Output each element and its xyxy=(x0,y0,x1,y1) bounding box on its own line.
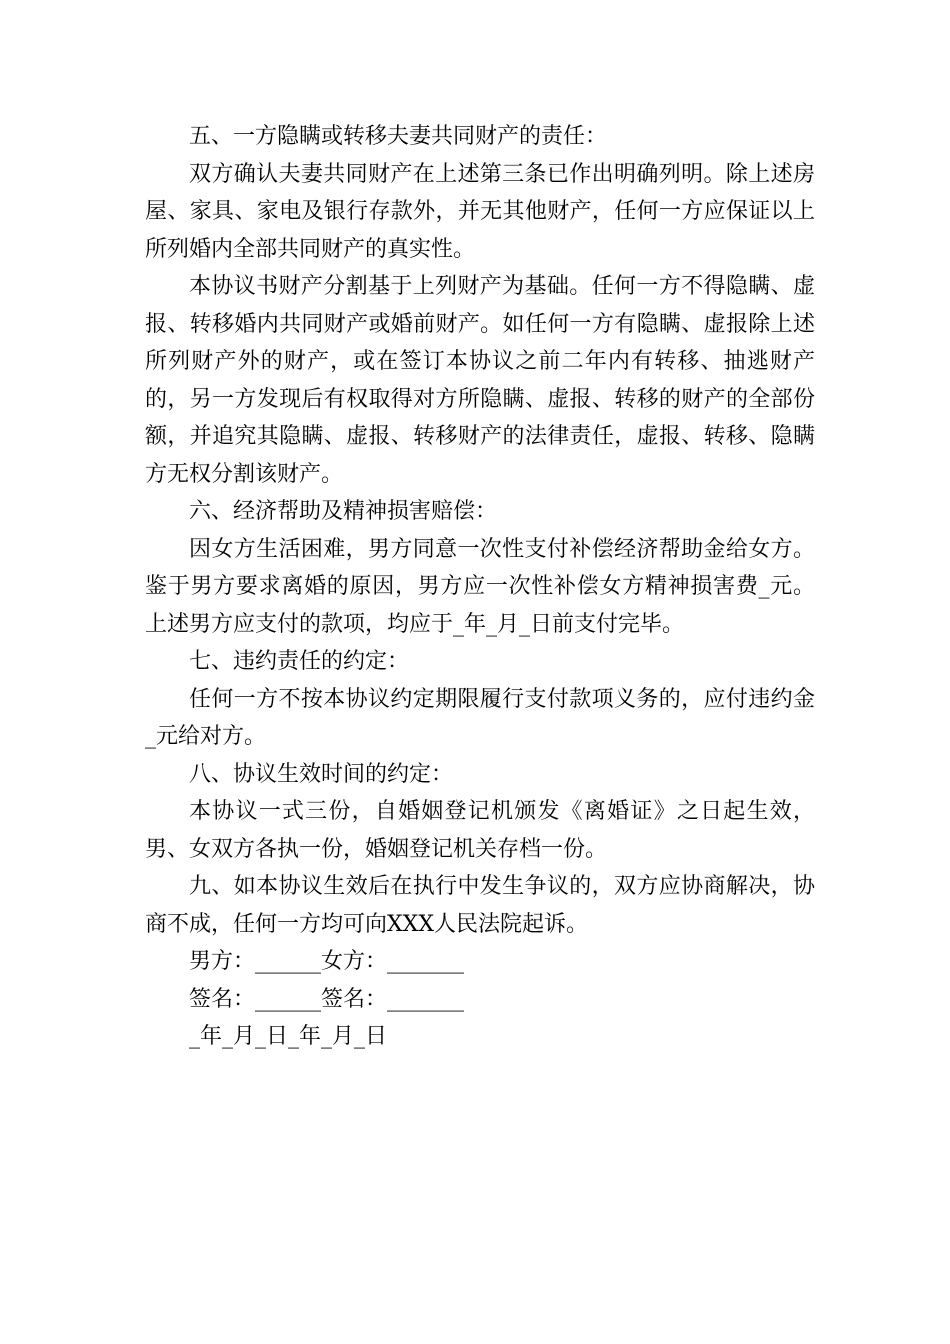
section-eight-heading: 八、协议生效时间的约定： xyxy=(189,761,454,787)
effective-paragraph: 本协议一式三份，自婚姻登记机颁发《离婚证》之日起生效，男、女双方各执一份，婚姻登记机关存档一份。 xyxy=(145,799,815,862)
property-division-paragraph: 本协议书财产分割基于上列财产为基础。任何一方不得隐瞒、虚报、转移婚内共同财产或婚前财产。如任何一方有隐瞒、虚报除上述所列财产外的财产，或在签订本协议之前二年内有转移、抽逃财产的，另一方发现后有权取得对方所隐瞒、虚报、转移的财产的全部份额，并追究其隐瞒、虚报、转移财产的法律责任，虚报、转移、隐瞒方无权分割该财产。 xyxy=(145,274,815,487)
breach-paragraph: 任何一方不按本协议约定期限履行支付款项义务的，应付违约金_元给对方。 xyxy=(145,686,815,749)
compensation-paragraph: 因女方生活困难，男方同意一次性支付补偿经济帮助金给女方。鉴于男方要求离婚的原因，男方应一次性补偿女方精神损害费_元。上述男方应支付的款项，均应于_年_月_日前支付完毕。 xyxy=(145,536,815,637)
property-confirmation-paragraph: 双方确认夫妻共同财产在上述第三条已作出明确列明。除上述房屋、家具、家电及银行存款外，并无其他财产，任何一方应保证以上所列婚内全部共同财产的真实性。 xyxy=(145,161,815,262)
signature-line: 签名：______签名：_______ xyxy=(189,986,465,1012)
date-line: _年_月_日_年_月_日 xyxy=(189,1024,388,1049)
party-names-line: 男方：______女方：_______ xyxy=(189,949,465,974)
section-six-heading: 六、经济帮助及精神损害赔偿： xyxy=(189,499,498,524)
section-five-heading: 五、一方隐瞒或转移夫妻共同财产的责任： xyxy=(189,124,608,149)
section-nine-paragraph: 九、如本协议生效后在执行中发生争议的，双方应协商解决，协商不成，任何一方均可向XXX人民法院起诉。 xyxy=(145,874,815,937)
document-page xyxy=(145,118,815,1056)
section-seven-heading: 七、违约责任的约定： xyxy=(189,649,410,674)
